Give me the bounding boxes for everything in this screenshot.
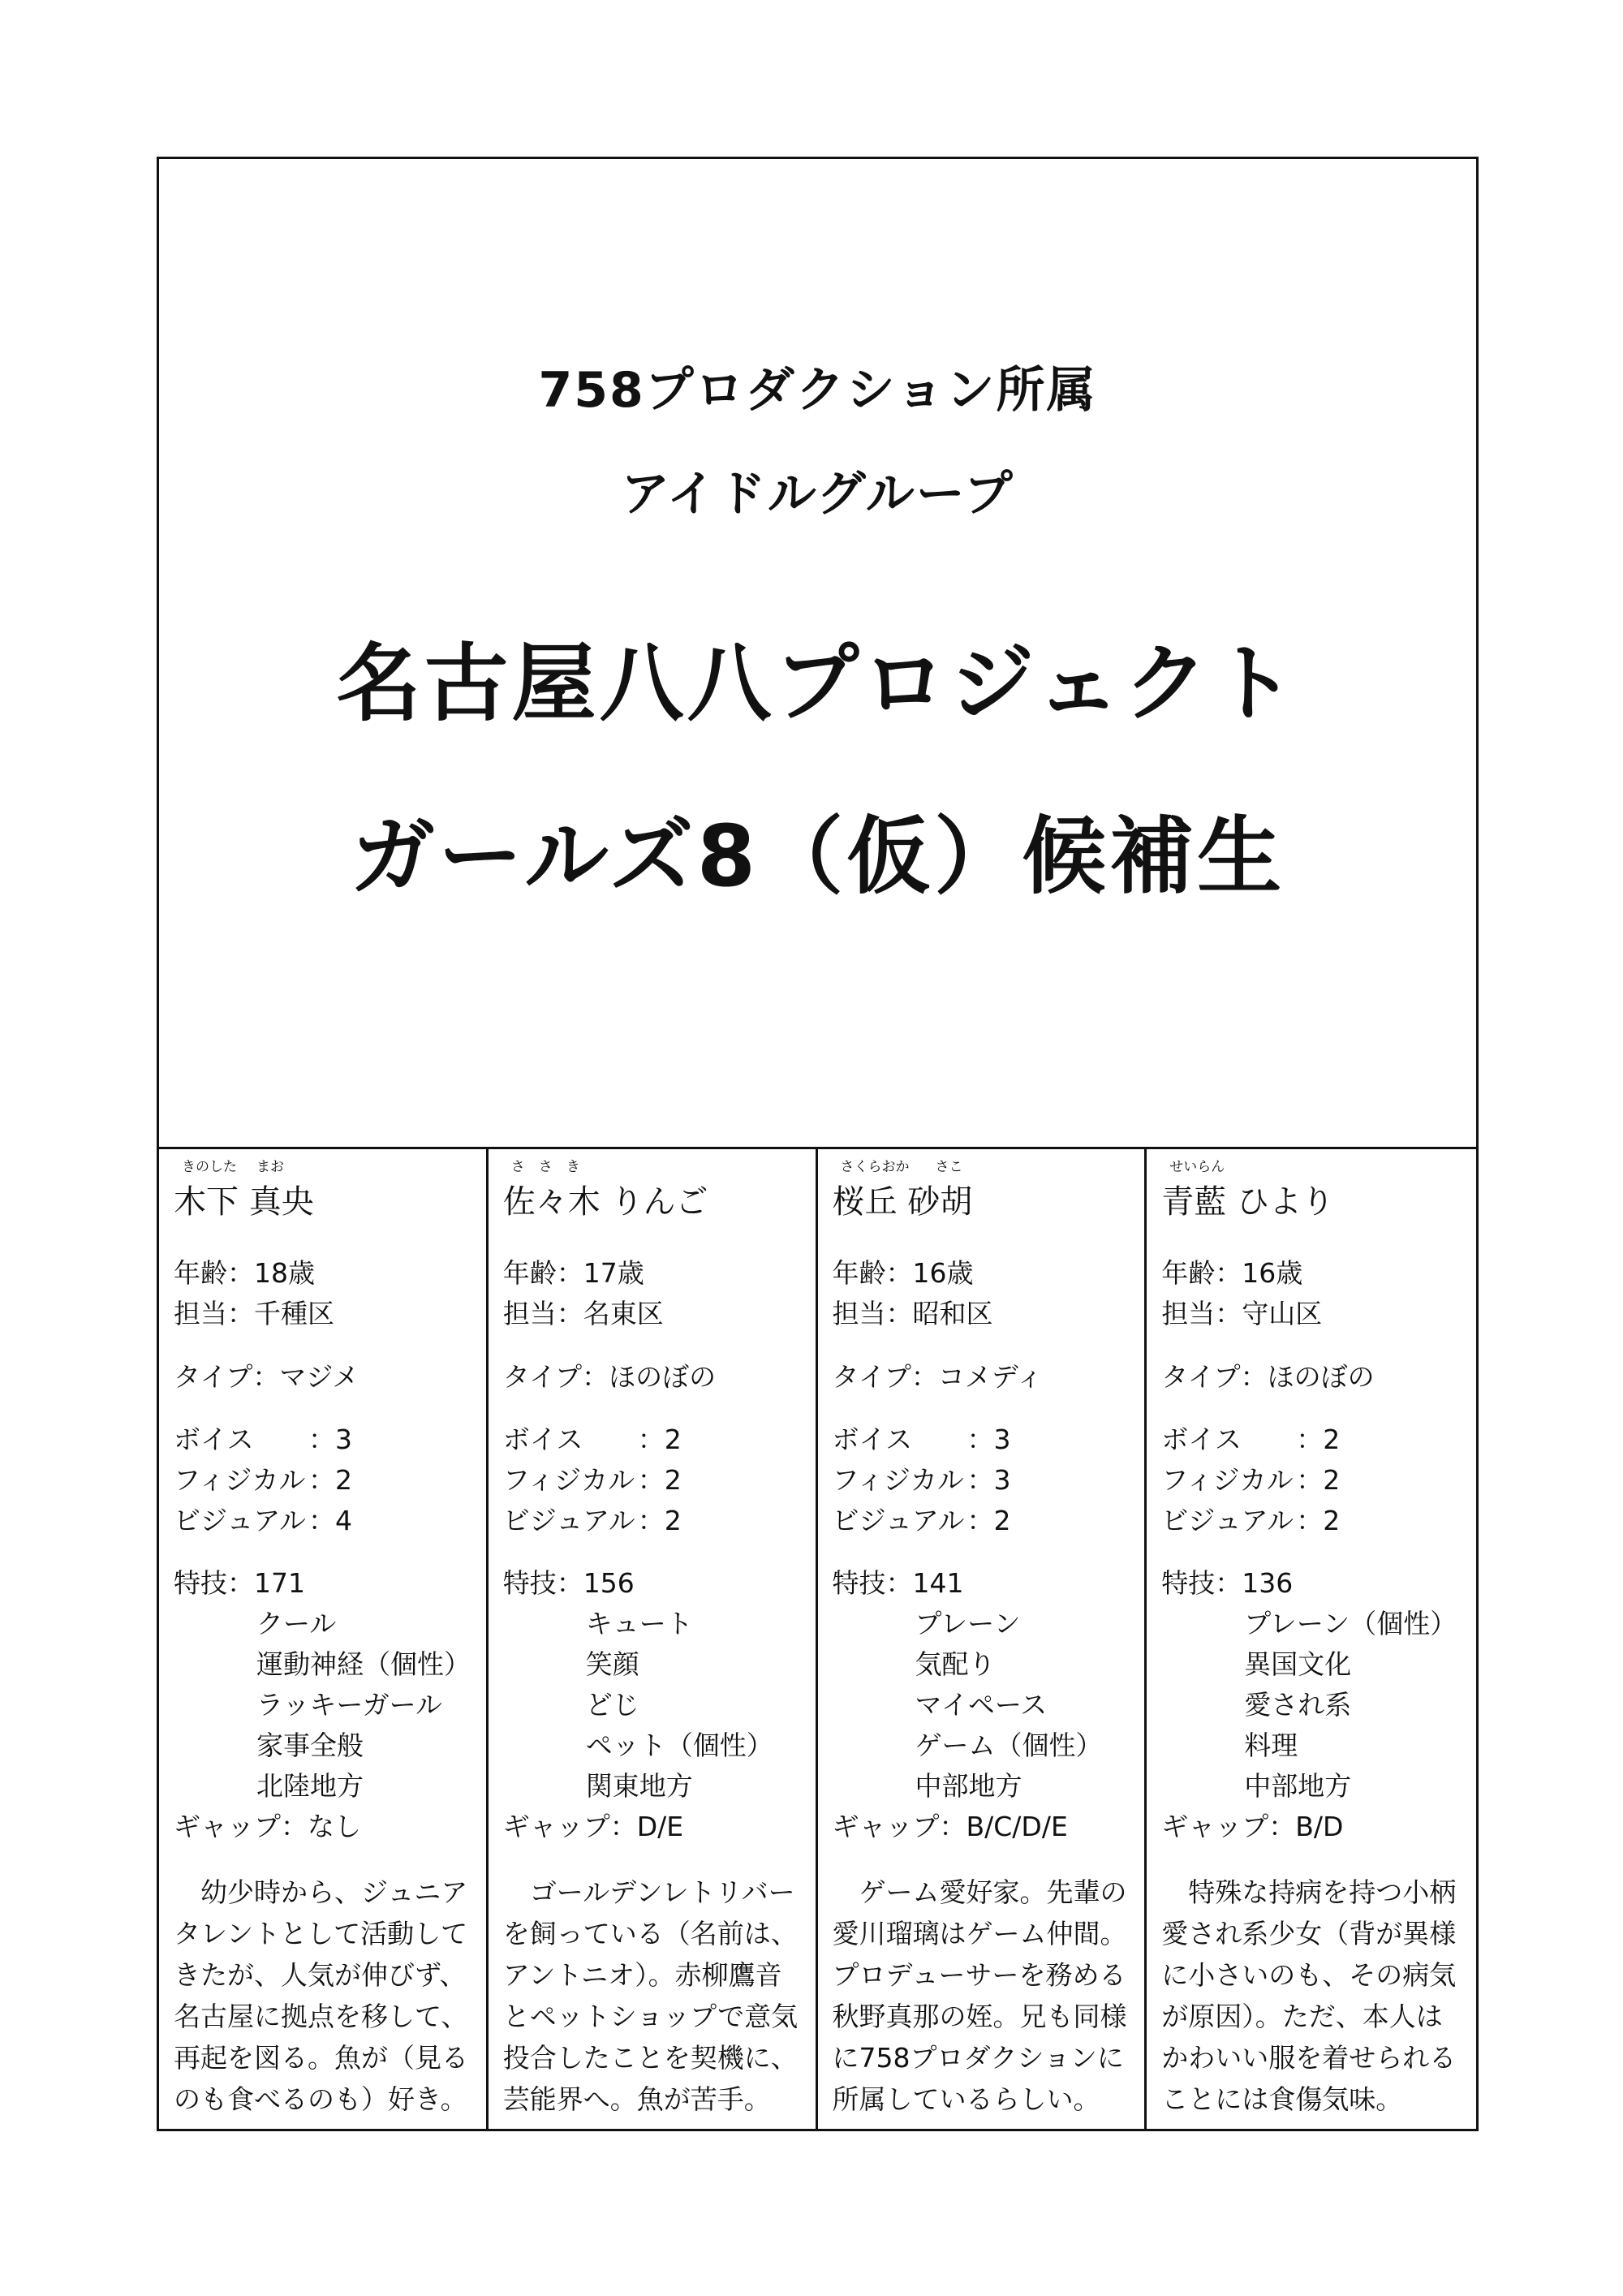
age-row — [1161, 1252, 1302, 1290]
member-card — [1147, 1147, 1476, 2129]
skill-label: 特技： — [832, 1567, 913, 1599]
bio-line: ゴールデンレトリバー — [502, 1876, 795, 1908]
name-ruby-family: きのした — [182, 1159, 237, 1175]
voice-stat-row: ボイス ：3 — [174, 1419, 352, 1457]
age-label: 年齢： — [174, 1257, 254, 1289]
visual-value: 2 — [1323, 1505, 1341, 1536]
skill-item: クール — [256, 1608, 337, 1639]
physical-stat-row: フィジカル ：2 — [503, 1459, 682, 1497]
physical-label: フィジカル — [502, 1464, 635, 1496]
type-value: ほのぼの — [609, 1361, 717, 1393]
type-value: マジメ — [279, 1361, 359, 1393]
member-name: 桜丘 砂胡 — [832, 1183, 973, 1221]
district-value: 名東区 — [583, 1298, 664, 1329]
bio-line: が原因）。ただ、本人は — [1161, 2001, 1443, 2032]
bio-line: に小さいのも、その病気 — [1161, 1959, 1457, 1991]
district-row — [833, 1293, 993, 1331]
voice-value: 3 — [993, 1424, 1011, 1455]
skill-item: ゲーム（個性） — [915, 1730, 1103, 1761]
visual-value: 4 — [335, 1505, 352, 1536]
name-ruby-family: せいらん — [1169, 1159, 1225, 1175]
skill-item: 北陸地方 — [256, 1770, 364, 1802]
bio-line: 幼少時から、ジュニア — [174, 1876, 468, 1908]
group-type-line: アイドルグループ — [621, 466, 1014, 523]
bio-line: ことには食傷気味。 — [1161, 2083, 1403, 2115]
visual-stat-row: ビジュアル：2 — [1161, 1500, 1340, 1538]
visual-stat-row: ビジュアル：2 — [833, 1500, 1011, 1538]
skill-label: 特技： — [1161, 1567, 1242, 1599]
member-name: 青藍 ひより — [1161, 1183, 1334, 1221]
header-panel — [159, 159, 1476, 1149]
skill-item: マイペース — [915, 1689, 1048, 1721]
visual-label: ビジュアル — [832, 1505, 965, 1536]
skill-item: 関東地方 — [585, 1770, 693, 1802]
member-bio — [833, 1872, 1133, 2120]
member-name: 佐々木 りんご — [502, 1183, 708, 1221]
member-grid — [159, 1147, 1476, 2129]
skill-item: 笑顔 — [585, 1648, 639, 1680]
age-label: 年齢： — [1161, 1257, 1242, 1289]
visual-value: 2 — [993, 1505, 1011, 1536]
physical-value: 2 — [664, 1464, 682, 1496]
skill-total: 141 — [912, 1567, 964, 1599]
bio-line: 秋野真那の姪。兄も同様 — [832, 2001, 1127, 2032]
skill-row — [1161, 1562, 1293, 1600]
skill-row — [174, 1562, 305, 1600]
skill-label: 特技： — [174, 1567, 254, 1599]
type-label: タイプ： — [174, 1361, 280, 1393]
member-card — [489, 1147, 818, 2129]
candidates-title: ガールズ8（仮）候補生 — [350, 807, 1285, 906]
age-row — [833, 1252, 974, 1290]
gap-value: B/D — [1295, 1811, 1344, 1842]
name-ruby-family: さくらおか — [840, 1159, 910, 1175]
voice-stat-row: ボイス ：2 — [503, 1419, 682, 1457]
gap-value: D/E — [636, 1811, 684, 1842]
district-row — [1161, 1293, 1322, 1331]
bio-line: 特殊な持病を持つ小柄 — [1161, 1876, 1457, 1908]
district-label: 担当： — [502, 1298, 583, 1329]
gap-row — [503, 1806, 683, 1844]
bio-line: 再起を図る。魚が（見る — [174, 2042, 468, 2074]
visual-stat-row: ビジュアル：4 — [174, 1500, 352, 1538]
physical-stat-row: フィジカル ：2 — [174, 1459, 352, 1497]
name-ruby-family: さ さ き — [510, 1159, 580, 1175]
voice-value: 3 — [335, 1424, 352, 1455]
district-value: 千種区 — [254, 1298, 334, 1329]
skill-item: ペット（個性） — [585, 1730, 773, 1761]
gap-label: ギャップ： — [832, 1811, 966, 1842]
skill-row — [503, 1562, 635, 1600]
voice-label: ボイス — [174, 1424, 254, 1455]
type-label: タイプ： — [1161, 1361, 1268, 1393]
physical-label: フィジカル — [174, 1464, 306, 1496]
type-label: タイプ： — [502, 1361, 609, 1393]
skill-item: 異国文化 — [1244, 1648, 1352, 1680]
skill-item: ラッキーガール — [256, 1689, 443, 1721]
skill-item: 中部地方 — [1244, 1770, 1352, 1802]
skill-item: 気配り — [915, 1648, 996, 1680]
member-card — [159, 1147, 489, 2129]
type-row — [503, 1356, 716, 1394]
bio-line: アントニオ）。赤柳鷹音 — [502, 1959, 782, 1991]
district-value: 昭和区 — [912, 1298, 993, 1329]
type-value: コメディ — [937, 1361, 1044, 1393]
character-sheet — [157, 157, 1479, 2131]
bio-line: 芸能界へ。魚が苦手。 — [502, 2083, 771, 2115]
district-label: 担当： — [832, 1298, 913, 1329]
agency-line: 758プロダクション所属 — [538, 362, 1097, 419]
member-name: 木下 真央 — [174, 1183, 314, 1221]
bio-line: 名古屋に拠点を移して、 — [174, 2001, 468, 2032]
age-value: 18歳 — [254, 1257, 315, 1289]
skill-item: 愛され系 — [1244, 1689, 1352, 1721]
physical-value: 3 — [993, 1464, 1011, 1496]
bio-line: 愛川瑠璃はゲーム仲間。 — [832, 1918, 1127, 1949]
project-title: 名古屋八八プロジェクト — [336, 634, 1299, 733]
district-label: 担当： — [174, 1298, 254, 1329]
age-value: 17歳 — [583, 1257, 644, 1289]
skill-total: 171 — [254, 1567, 305, 1599]
district-value: 守山区 — [1242, 1298, 1323, 1329]
district-label: 担当： — [1161, 1298, 1242, 1329]
skill-item: 運動神経（個性） — [256, 1648, 471, 1680]
physical-stat-row: フィジカル ：3 — [833, 1459, 1011, 1497]
voice-label: ボイス — [502, 1424, 583, 1455]
name-ruby-given: さこ — [935, 1159, 963, 1175]
voice-stat-row: ボイス ：3 — [833, 1419, 1011, 1457]
age-row — [174, 1252, 315, 1290]
bio-line: ゲーム愛好家。先輩の — [832, 1876, 1127, 1908]
gap-label: ギャップ： — [502, 1811, 637, 1842]
voice-value: 2 — [1323, 1424, 1341, 1455]
name-ruby-given: まお — [256, 1159, 284, 1175]
type-row — [833, 1356, 1044, 1394]
district-row — [174, 1293, 334, 1331]
skill-item: どじ — [585, 1689, 639, 1721]
bio-line: タレントとして活動して — [174, 1918, 468, 1949]
type-row — [1161, 1356, 1374, 1394]
bio-line: 投合したことを契機に、 — [502, 2042, 798, 2074]
age-label: 年齢： — [502, 1257, 583, 1289]
age-row — [503, 1252, 644, 1290]
member-bio — [503, 1872, 803, 2120]
age-label: 年齢： — [832, 1257, 913, 1289]
visual-label: ビジュアル — [174, 1505, 307, 1536]
skill-total: 136 — [1242, 1567, 1294, 1599]
skill-item: 家事全般 — [256, 1730, 364, 1761]
member-bio — [1161, 1872, 1462, 2120]
gap-value: なし — [308, 1811, 361, 1842]
visual-label: ビジュアル — [1161, 1505, 1294, 1536]
bio-line: プロデューサーを務める — [832, 1959, 1126, 1991]
type-label: タイプ： — [832, 1361, 938, 1393]
skill-label: 特技： — [502, 1567, 583, 1599]
visual-label: ビジュアル — [502, 1505, 635, 1536]
skill-row — [833, 1562, 964, 1600]
district-row — [503, 1293, 664, 1331]
skill-total: 156 — [583, 1567, 635, 1599]
bio-line: を飼っている（名前は、 — [502, 1918, 798, 1949]
gap-label: ギャップ： — [174, 1811, 308, 1842]
skill-item: 料理 — [1244, 1730, 1298, 1761]
skill-item: 中部地方 — [915, 1770, 1022, 1802]
bio-line: 所属しているらしい。 — [832, 2083, 1100, 2115]
physical-label: フィジカル — [832, 1464, 964, 1496]
skill-item: キュート — [585, 1608, 693, 1639]
physical-value: 2 — [335, 1464, 352, 1496]
gap-row — [174, 1806, 361, 1844]
age-value: 16歳 — [912, 1257, 974, 1289]
type-row — [174, 1356, 359, 1394]
visual-stat-row: ビジュアル：2 — [503, 1500, 682, 1538]
bio-line: とペットショップで意気 — [502, 2001, 799, 2032]
bio-line: に758プロダクションに — [832, 2042, 1124, 2074]
physical-label: フィジカル — [1161, 1464, 1294, 1496]
physical-stat-row: フィジカル ：2 — [1161, 1459, 1340, 1497]
type-value: ほのぼの — [1267, 1361, 1375, 1393]
bio-line: かわいい服を着せられる — [1161, 2042, 1457, 2074]
physical-value: 2 — [1323, 1464, 1341, 1496]
gap-value: B/C/D/E — [966, 1811, 1068, 1842]
voice-label: ボイス — [1161, 1424, 1242, 1455]
age-value: 16歳 — [1242, 1257, 1303, 1289]
skill-item: プレーン（個性） — [1244, 1608, 1457, 1639]
voice-label: ボイス — [832, 1424, 913, 1455]
bio-line: のも食べるのも）好き。 — [174, 2083, 467, 2115]
skill-item: プレーン — [915, 1608, 1021, 1639]
gap-row — [833, 1806, 1068, 1844]
voice-stat-row: ボイス ：2 — [1161, 1419, 1340, 1457]
bio-line: 愛され系少女（背が異様 — [1161, 1918, 1457, 1949]
gap-label: ギャップ： — [1161, 1811, 1296, 1842]
gap-row — [1161, 1806, 1343, 1844]
member-card — [818, 1147, 1147, 2129]
bio-line: きたが、人気が伸びず、 — [174, 1959, 467, 1991]
voice-value: 2 — [664, 1424, 682, 1455]
member-bio — [174, 1872, 474, 2120]
visual-value: 2 — [664, 1505, 682, 1536]
